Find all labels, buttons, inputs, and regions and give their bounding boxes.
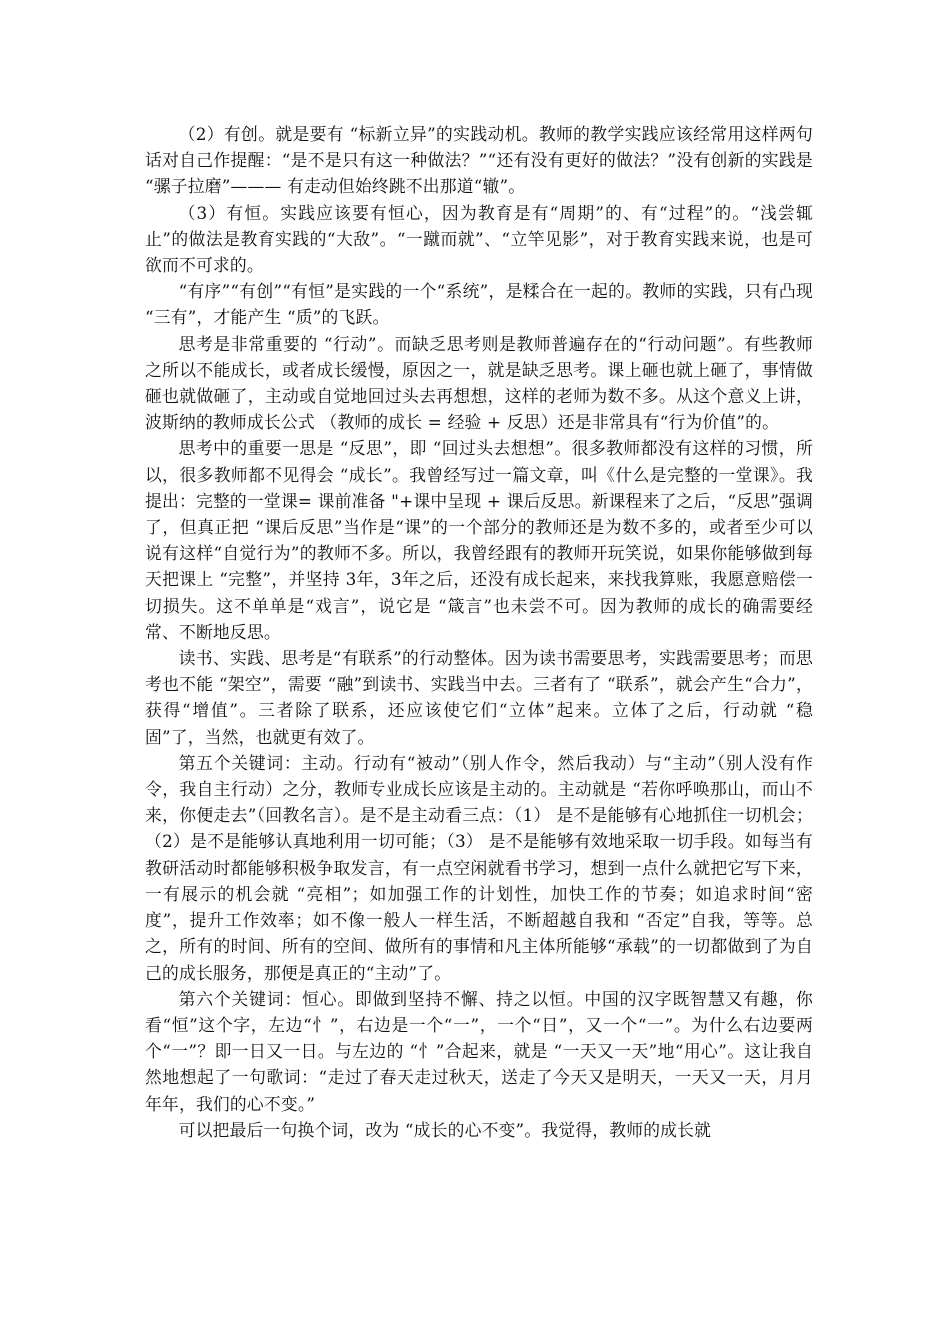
- paragraph: 读书、实践、思考是“有联系”的行动整体。因为读书需要思考，实践需要思考；而思考也不能 “架空”，需要 “融”到读书、实践当中去。三者有了 “联系”，就会产生“合力”，获得“增值”。三者除了联系，还应该使它们“立体”起来。立体了之后，行动就 “稳固”了，当然，也就更有效了。: [145, 648, 813, 747]
- paragraph: 第五个关键词：主动。行动有“被动”（别人作令，然后我动）与“主动”（别人没有作令，我自主行动）之分，教师专业成长应该是主动的。主动就是 “若你呼唤那山，而山不来，你便走去”（回教名言）。是不是主动看三点：（1） 是不是能够有心地抓住一切机会；（2）是不是能够认真地利用一切可能；（3） 是不是能够有效地采取一切手段。如每当有教研活动时都能够积极争取发言，有一点空闲就看书学习，想到一点什么就把它写下来，一有展示的机会就 “亮相”；如加强工作的计划性，加快工作的节奏；如追求时间“密度”，提升工作效率；如不像一般人一样生活，不断超越自我和 “否定”自我，等等。总之，所有的时间、所有的空间、做所有的事情和凡主体所能够“承载”的一切都做到了为自己的成长服务，那便是真正的“主动”了。: [145, 752, 813, 983]
- paragraph: 可以把最后一句换个词，改为 “成长的心不变”。我觉得，教师的成长就: [178, 1119, 712, 1140]
- paragraph: （2）有创。就是要有 “标新立异”的实践动机。教师的教学实践应该经常用这样两句话对自己作提醒：“是不是只有这一种做法？”“还有没有更好的做法？”没有创新的实践是 “骡子拉磨”——— 有走动但始终跳不出那道“辙”。: [145, 124, 813, 197]
- paragraph: （3）有恒。实践应该要有恒心，因为教育是有“周期”的、有“过程”的。“浅尝辄止”的做法是教育实践的“大敌”。“一蹴而就”、“立竿见影”，对于教育实践来说，也是可欲而不可求的。: [145, 202, 813, 276]
- paragraph: 思考中的重要一思是 “反思”，即 “回过头去想想”。很多教师都没有这样的习惯，所以，很多教师都不见得会 “成长”。我曾经写过一篇文章，叫《什么是完整的一堂课》。我提出：完整的一堂课= 课前准备 "+课中呈现 + 课后反思。新课程来了之后，“反思”强调了，但真正把 “课后反思”当作是“课”的一个部分的教师还是为数不多的，或者至少可以说有这样“自觉行为”的教师不多。所以，我曾经跟有的教师开玩笑说，如果你能够做到每天把课上 “完整”，并坚持 3年，3年之后，还没有成长起来，来找我算账，我愿意赔偿一切损失。这不单单是“戏言”，说它是 “箴言”也未尝不可。因为教师的成长的确需要经常、不断地反思。: [145, 438, 813, 642]
- paragraph: 第六个关键词：恒心。即做到坚持不懈、持之以恒。中国的汉字既智慧又有趣，你看“恒”这个字，左边“忄”，右边是一个“一”，一个“日”，又一个“一”。为什么右边要两个“一”？即一日又一日。与左边的 “忄”合起来，就是 “一天又一天”地“用心”。这让我自然地想起了一句歌词：“走过了春天走过秋天，送走了今天又是明天，一天又一天，月月年年，我们的心不变。”: [145, 988, 813, 1114]
- paragraph: “有序”“有创”“有恒”是实践的一个“系统”，是糅合在一起的。教师的实践，只有凸现 “三有”，才能产生 “质”的飞跃。: [145, 281, 813, 328]
- paragraph: 思考是非常重要的 “行动”。而缺乏思考则是教师普遍存在的“行动问题”。有些教师之所以不能成长，或者成长缓慢，原因之一，就是缺乏思考。课上砸也就上砸了，事情做砸也就做砸了，主动或自觉地回过头去再想想，这样的老师为数不多。从这个意义上讲，波斯纳的教师成长公式 （教师的成长 = 经验 + 反思）还是非常具有“行为价值”的。: [145, 333, 813, 433]
- document-body: [145, 121, 813, 1143]
